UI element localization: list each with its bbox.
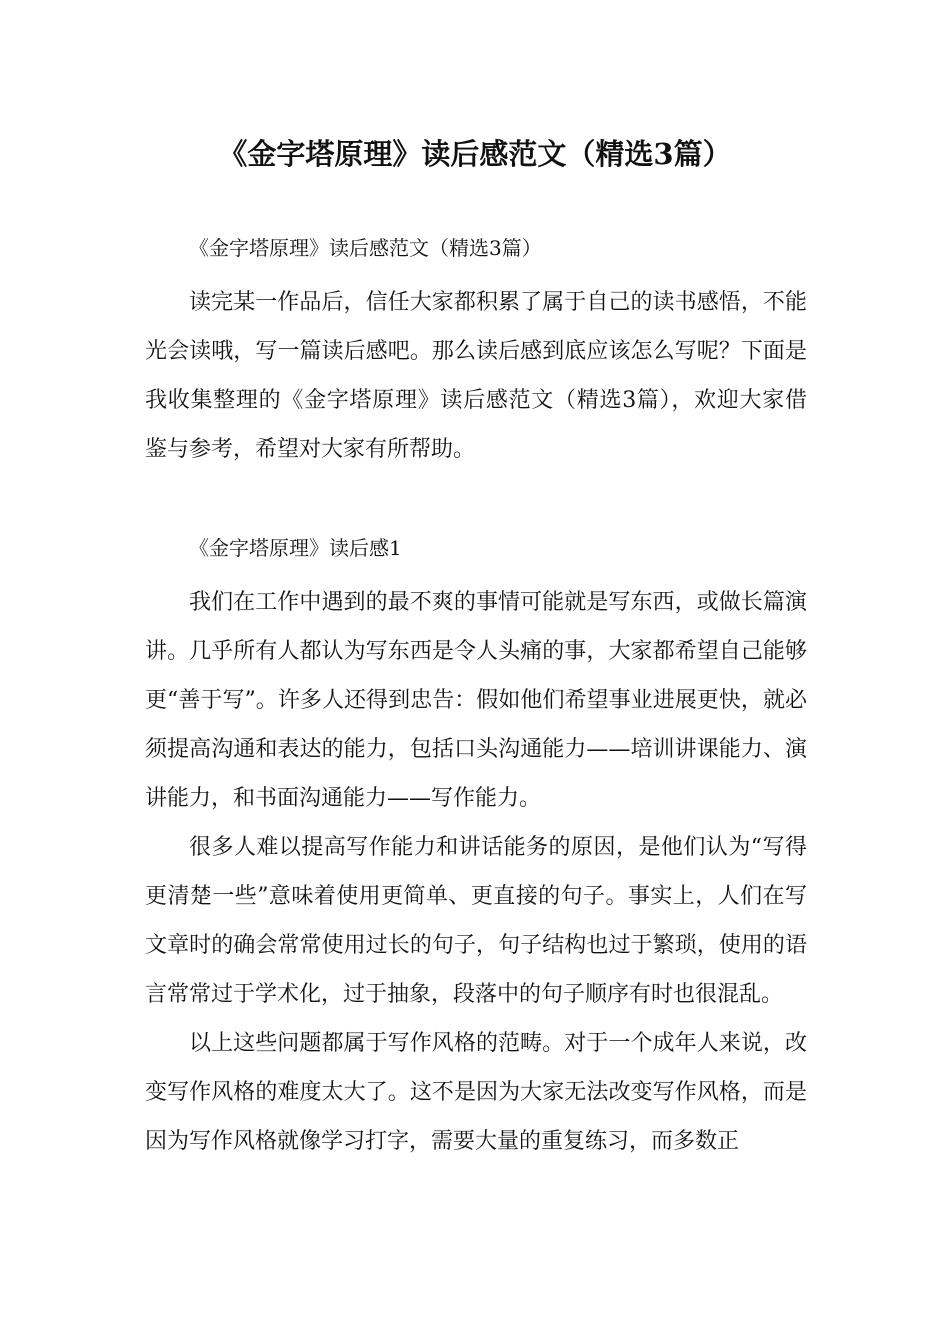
document-subtitle: 《金字塔原理》读后感范文（精选3篇）: [189, 236, 542, 260]
section-heading: 《金字塔原理》读后感1: [189, 536, 402, 560]
body-paragraph: 以上这些问题都属于写作风格的范畴。对于一个成年人来说，改变写作风格的难度太大了。这不是因为大家无法改变写作风格，而是因为写作风格就像学习打字，需要大量的重复练习，而多数正: [145, 1031, 807, 1154]
body-paragraph: 很多人难以提高写作能力和讲话能务的原因，是他们认为“写得更清楚一些”意味着使用更简单、更直接的句子。事实上，人们在写文章时的确会常常使用过长的句子，句子结构也过于繁琐，使用的语言常常过于学术化，过于抽象，段落中的句子顺序有时也很混乱。: [145, 835, 807, 1007]
body-paragraph: 我们在工作中遇到的最不爽的事情可能就是写东西，或做长篇演讲。几乎所有人都认为写东西是令人头痛的事，大家都希望自己能够更“善于写”。许多人还得到忠告：假如他们希望事业进展更快，就必须提高沟通和表达的能力，包括口头沟通能力——培训讲课能力、演讲能力，和书面沟通能力——写作能力。: [145, 590, 807, 811]
document-body: [145, 232, 807, 1166]
document-title: 《金字塔原理》读后感范文（精选3篇）: [218, 137, 732, 171]
section-spacer: [145, 474, 807, 532]
intro-paragraph: 读完某一作品后，信任大家都积累了属于自己的读书感悟，不能光会读哦，写一篇读后感吧。那么读后感到底应该怎么写呢？下面是我收集整理的《金字塔原理》读后感范文（精选3篇），欢迎大家借鉴与参考，希望对大家有所帮助。: [145, 290, 807, 462]
